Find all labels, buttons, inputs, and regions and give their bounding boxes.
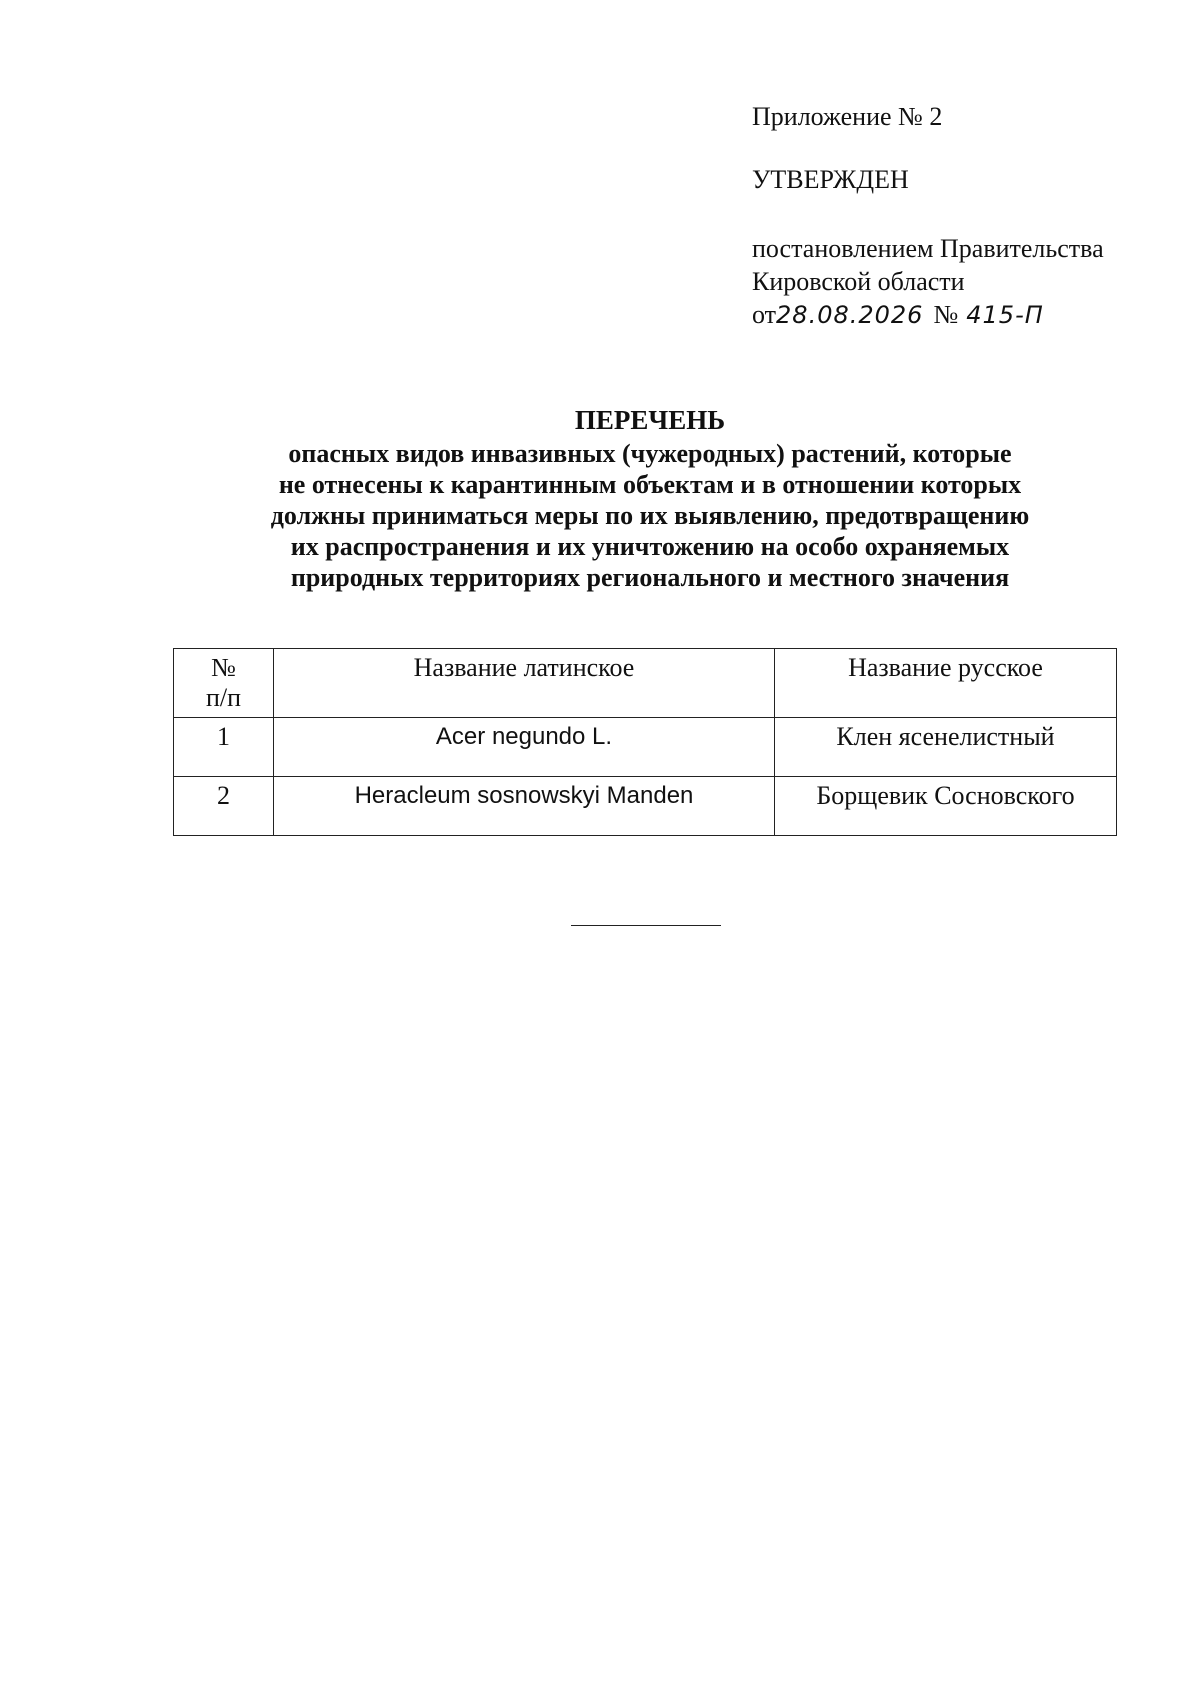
title-line: опасных видов инвазивных (чужеродных) растений, которые (288, 439, 1012, 468)
header-number (174, 649, 274, 718)
russian-name: Борщевик Сосновского (775, 777, 1117, 836)
date-prefix: от (752, 300, 777, 329)
document-title (150, 405, 1150, 593)
approved-by-line-2: Кировской области (752, 267, 965, 296)
table-row (174, 777, 1117, 836)
date-number-line (752, 298, 1104, 332)
russian-name: Клен ясенелистный (775, 718, 1117, 777)
number-sign: № (933, 300, 959, 329)
title-line: не отнесены к карантинным объектам и в отношении которых (278, 470, 1022, 499)
handwritten-date: 28.08.2026 (776, 301, 924, 329)
title-heading: ПЕРЕЧЕНЬ (574, 405, 726, 435)
title-line: природных территориях регионального и местного значения (290, 563, 1010, 592)
approved-label: УТВЕРЖДЕН (752, 165, 909, 194)
end-divider (571, 925, 721, 926)
title-line: должны приниматься меры по их выявлению, предотвращению (270, 501, 1030, 530)
table-header-row (174, 649, 1117, 718)
latin-name: Acer negundo L. (274, 718, 775, 777)
annex-label: Приложение № 2 (752, 102, 943, 131)
latin-name: Heracleum sosnowskyi Manden (274, 777, 775, 836)
header-russian: Название русское (775, 649, 1117, 718)
header-number-sign: № (211, 653, 236, 682)
species-table (173, 648, 1117, 836)
header-latin: Название латинское (274, 649, 775, 718)
table-row (174, 718, 1117, 777)
handwritten-number: 415-П (966, 301, 1044, 329)
approval-block (752, 100, 1104, 332)
row-number: 1 (174, 718, 274, 777)
title-line: их распространения и их уничтожению на особо охраняемых (290, 532, 1010, 561)
row-number: 2 (174, 777, 274, 836)
approved-by-line-1: постановлением Правительства (752, 234, 1104, 263)
header-number-abbr: п/п (205, 683, 242, 712)
